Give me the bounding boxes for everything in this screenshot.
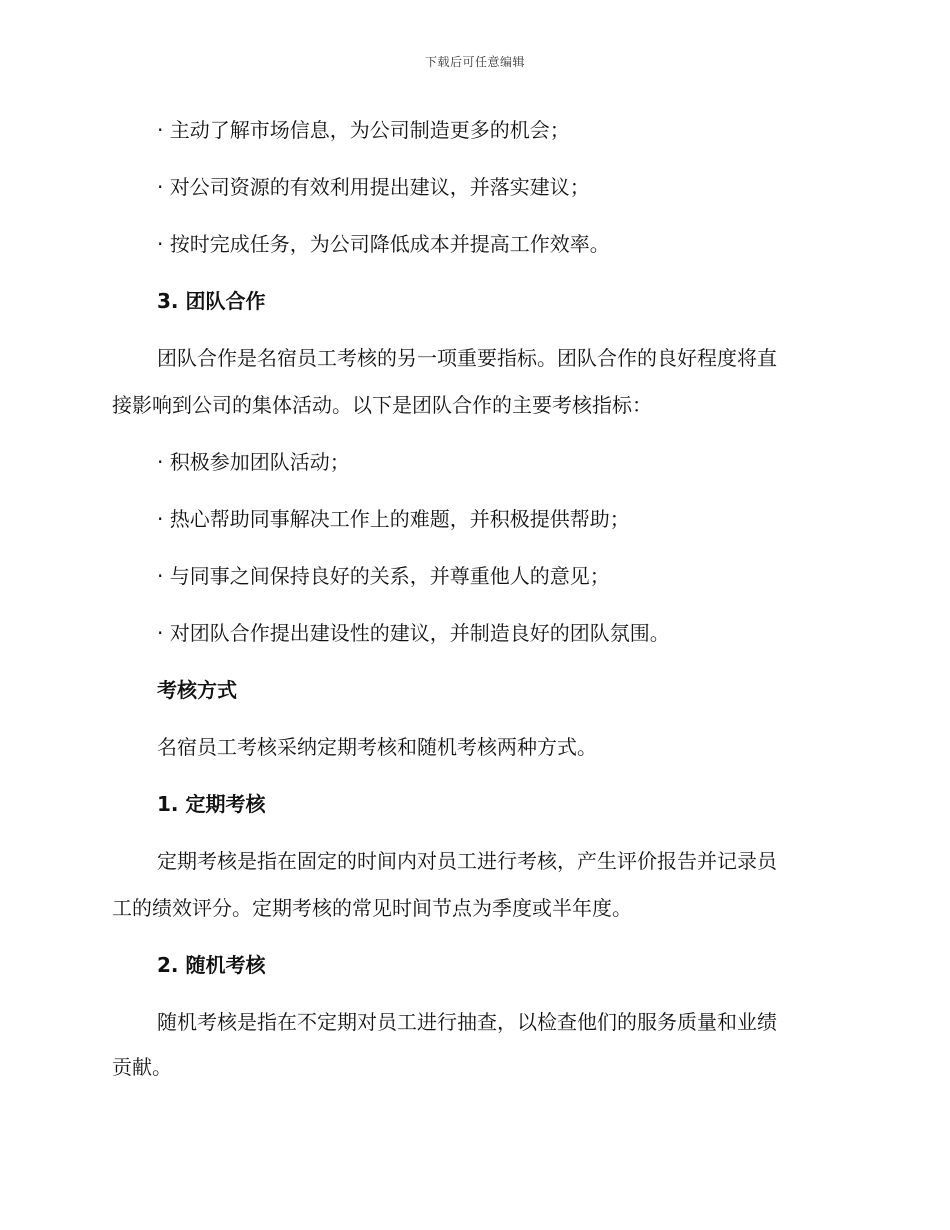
bullet-item: · 主动了解市场信息，为公司制造更多的机会；: [157, 118, 570, 142]
paragraph-line: 随机考核是指在不定期对员工进行抽查，以检查他们的服务质量和业绩: [157, 1010, 777, 1034]
paragraph-line: 接影响到公司的集体活动。以下是团队合作的主要考核指标：: [112, 393, 652, 417]
paragraph-line: 贡献。: [112, 1055, 172, 1079]
section-heading: 2. 随机考核: [157, 953, 266, 977]
section-heading: 3. 团队合作: [157, 289, 266, 313]
paragraph-line: 团队合作是名宿员工考核的另一项重要指标。团队合作的良好程度将直: [157, 346, 777, 370]
paragraph-line: 定期考核是指在固定的时间内对员工进行考核，产生评价报告并记录员: [157, 849, 777, 873]
section-heading: 考核方式: [157, 678, 237, 702]
bullet-item: · 对公司资源的有效利用提出建议，并落实建议；: [157, 175, 590, 199]
bullet-item: · 与同事之间保持良好的关系，并尊重他人的意见；: [157, 564, 610, 588]
page-header: 下载后可任意编辑: [424, 55, 525, 69]
bullet-item: · 按时完成任务，为公司降低成本并提高工作效率。: [157, 232, 610, 256]
bullet-item: · 对团队合作提出建设性的建议，并制造良好的团队氛围。: [157, 621, 670, 645]
section-heading: 1. 定期考核: [157, 792, 266, 816]
bullet-item: · 积极参加团队活动；: [157, 450, 350, 474]
paragraph-line: 名宿员工考核采纳定期考核和随机考核两种方式。: [157, 735, 597, 759]
paragraph-line: 工的绩效评分。定期考核的常见时间节点为季度或半年度。: [112, 896, 632, 920]
bullet-item: · 热心帮助同事解决工作上的难题，并积极提供帮助；: [157, 507, 630, 531]
